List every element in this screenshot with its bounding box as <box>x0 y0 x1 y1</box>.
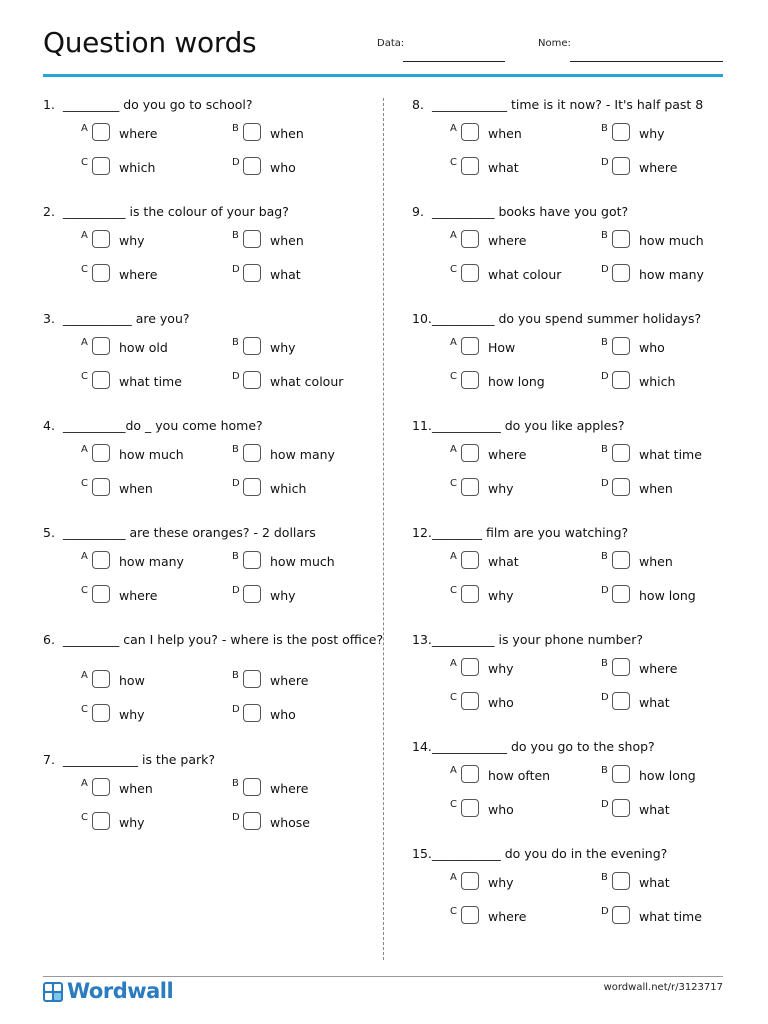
option-letter: D <box>601 585 609 596</box>
question-number: 13. <box>412 632 432 647</box>
option-checkbox[interactable] <box>92 778 110 796</box>
option-label: who <box>488 695 514 710</box>
question-item <box>412 846 742 924</box>
question-text: _________ can I help you? - where is the post office? <box>63 632 384 647</box>
option-letter: C <box>450 799 457 810</box>
option-letter: D <box>601 692 609 703</box>
option-letter: C <box>450 157 457 168</box>
option-checkbox[interactable] <box>461 230 479 248</box>
option-label: when <box>488 126 522 141</box>
option-letter: A <box>81 670 88 681</box>
question-stem <box>412 418 742 433</box>
option-checkbox[interactable] <box>612 906 630 924</box>
question-stem <box>43 525 373 540</box>
option-label: how often <box>488 768 551 783</box>
option-letter: B <box>601 444 608 455</box>
option-letter: D <box>601 371 609 382</box>
question-item <box>412 311 742 389</box>
option-letter: B <box>232 123 239 134</box>
option-checkbox[interactable] <box>243 812 261 830</box>
question-item <box>43 525 373 603</box>
option-checkbox[interactable] <box>612 658 630 676</box>
option-checkbox[interactable] <box>612 337 630 355</box>
option-checkbox[interactable] <box>612 765 630 783</box>
question-number: 1. <box>43 97 55 112</box>
question-stem <box>412 97 742 112</box>
option-letter: D <box>232 704 240 715</box>
question-item <box>43 311 373 389</box>
option-label: how many <box>639 267 704 282</box>
question-number: 11. <box>412 418 432 433</box>
option-letter: C <box>81 812 88 823</box>
option-label: what <box>488 160 519 175</box>
name-field-line[interactable] <box>570 61 723 62</box>
option-letter: D <box>232 264 240 275</box>
option-letter: B <box>232 337 239 348</box>
option-label: which <box>270 481 307 496</box>
question-number: 3. <box>43 311 55 326</box>
header-rule <box>43 74 723 77</box>
option-label: when <box>119 481 153 496</box>
question-text: ___________ do you like apples? <box>432 418 625 433</box>
page-title: Question words <box>43 26 257 59</box>
question-stem <box>412 311 742 326</box>
option-label: whose <box>270 815 310 830</box>
option-label: who <box>639 340 665 355</box>
option-letter: D <box>601 478 609 489</box>
option-letter: B <box>601 765 608 776</box>
option-label: how long <box>488 374 545 389</box>
question-number: 15. <box>412 846 432 861</box>
question-stem <box>43 204 373 219</box>
question-text: ____________ do you go to the shop? <box>432 739 655 754</box>
option-label: why <box>488 661 514 676</box>
option-checkbox[interactable] <box>92 704 110 722</box>
question-number: 14. <box>412 739 432 754</box>
date-field-line[interactable] <box>403 61 505 62</box>
option-letter: C <box>450 264 457 275</box>
option-letter: C <box>450 371 457 382</box>
option-checkbox[interactable] <box>243 157 261 175</box>
question-stem <box>412 846 742 861</box>
option-label: why <box>119 233 145 248</box>
option-checkbox[interactable] <box>461 658 479 676</box>
option-label: what <box>270 267 301 282</box>
option-checkbox[interactable] <box>243 230 261 248</box>
option-label: where <box>270 781 309 796</box>
option-checkbox[interactable] <box>243 264 261 282</box>
option-checkbox[interactable] <box>92 478 110 496</box>
question-number: 10. <box>412 311 432 326</box>
logo-text: Wordwall <box>67 979 174 1003</box>
option-checkbox[interactable] <box>92 585 110 603</box>
question-item <box>412 418 742 496</box>
option-label: why <box>119 707 145 722</box>
question-number: 2. <box>43 204 55 219</box>
option-checkbox[interactable] <box>461 478 479 496</box>
option-checkbox[interactable] <box>461 872 479 890</box>
question-stem <box>43 632 384 647</box>
option-checkbox[interactable] <box>612 123 630 141</box>
question-item <box>412 632 742 710</box>
option-letter: A <box>450 230 457 241</box>
option-letter: C <box>81 478 88 489</box>
footer-rule <box>43 976 723 977</box>
option-checkbox[interactable] <box>92 670 110 688</box>
option-checkbox[interactable] <box>92 551 110 569</box>
option-letter: C <box>450 478 457 489</box>
question-text: __________ are these oranges? - 2 dollars <box>63 525 316 540</box>
option-checkbox[interactable] <box>243 444 261 462</box>
option-label: when <box>270 233 304 248</box>
option-label: where <box>488 909 527 924</box>
question-item <box>43 418 373 496</box>
question-item <box>43 632 384 722</box>
question-text: ____________ time is it now? - It's half past 8 <box>432 97 704 112</box>
question-text: ___________ are you? <box>63 311 190 326</box>
option-checkbox[interactable] <box>92 371 110 389</box>
option-checkbox[interactable] <box>92 337 110 355</box>
option-checkbox[interactable] <box>461 551 479 569</box>
option-label: what colour <box>488 267 562 282</box>
option-letter: A <box>81 444 88 455</box>
question-item <box>412 204 742 282</box>
option-letter: A <box>450 337 457 348</box>
question-stem <box>412 204 742 219</box>
option-checkbox[interactable] <box>612 230 630 248</box>
option-label: how much <box>119 447 184 462</box>
question-text: ________ film are you watching? <box>432 525 629 540</box>
option-label: what <box>639 802 670 817</box>
option-checkbox[interactable] <box>461 799 479 817</box>
option-label: how much <box>270 554 335 569</box>
option-label: how many <box>270 447 335 462</box>
option-checkbox[interactable] <box>612 478 630 496</box>
option-label: why <box>488 875 514 890</box>
option-checkbox[interactable] <box>461 585 479 603</box>
option-letter: D <box>232 585 240 596</box>
option-label: who <box>270 160 296 175</box>
option-label: how <box>119 673 145 688</box>
option-checkbox[interactable] <box>92 812 110 830</box>
option-checkbox[interactable] <box>461 123 479 141</box>
question-stem <box>412 632 742 647</box>
question-text: ___________ do you do in the evening? <box>432 846 668 861</box>
option-checkbox[interactable] <box>461 337 479 355</box>
wordwall-logo-icon <box>43 982 63 1002</box>
question-number: 8. <box>412 97 424 112</box>
option-label: where <box>639 661 678 676</box>
question-item <box>412 739 742 817</box>
option-letter: C <box>450 585 457 596</box>
option-label: where <box>119 267 158 282</box>
option-label: why <box>488 481 514 496</box>
option-checkbox[interactable] <box>92 123 110 141</box>
question-number: 5. <box>43 525 55 540</box>
option-checkbox[interactable] <box>612 551 630 569</box>
option-label: what time <box>639 909 702 924</box>
option-letter: B <box>232 230 239 241</box>
question-item <box>43 204 373 282</box>
option-letter: A <box>81 778 88 789</box>
column-divider <box>383 98 384 960</box>
option-label: where <box>488 233 527 248</box>
question-text: __________do _ you come home? <box>63 418 263 433</box>
option-label: what time <box>639 447 702 462</box>
option-letter: D <box>232 478 240 489</box>
option-label: when <box>270 126 304 141</box>
option-checkbox[interactable] <box>612 585 630 603</box>
option-label: how much <box>639 233 704 248</box>
question-stem <box>43 752 373 767</box>
option-checkbox[interactable] <box>243 778 261 796</box>
question-text: ____________ is the park? <box>63 752 216 767</box>
option-letter: B <box>232 670 239 681</box>
question-text: __________ books have you got? <box>432 204 629 219</box>
option-checkbox[interactable] <box>92 230 110 248</box>
option-label: what colour <box>270 374 344 389</box>
footer-url: wordwall.net/r/3123717 <box>603 982 723 993</box>
option-letter: D <box>601 264 609 275</box>
option-label: when <box>639 481 673 496</box>
option-letter: C <box>81 264 88 275</box>
option-letter: C <box>81 157 88 168</box>
option-letter: B <box>232 444 239 455</box>
option-letter: A <box>450 872 457 883</box>
option-label: why <box>488 588 514 603</box>
option-label: How <box>488 340 516 355</box>
option-label: when <box>639 554 673 569</box>
option-letter: B <box>601 658 608 669</box>
option-letter: C <box>81 371 88 382</box>
question-number: 7. <box>43 752 55 767</box>
option-letter: B <box>601 123 608 134</box>
question-item <box>412 525 742 603</box>
option-letter: C <box>81 704 88 715</box>
question-stem <box>412 739 742 754</box>
option-checkbox[interactable] <box>461 692 479 710</box>
option-letter: D <box>601 799 609 810</box>
question-number: 6. <box>43 632 55 647</box>
question-item <box>43 97 373 175</box>
option-label: what time <box>119 374 182 389</box>
option-letter: D <box>601 906 609 917</box>
option-label: where <box>119 588 158 603</box>
option-letter: A <box>81 551 88 562</box>
option-letter: C <box>450 906 457 917</box>
option-letter: A <box>450 123 457 134</box>
option-checkbox[interactable] <box>243 704 261 722</box>
option-letter: B <box>601 337 608 348</box>
name-label: Nome: <box>538 38 571 49</box>
option-checkbox[interactable] <box>612 692 630 710</box>
option-letter: A <box>81 230 88 241</box>
option-letter: D <box>232 157 240 168</box>
option-label: what <box>639 695 670 710</box>
option-letter: B <box>601 551 608 562</box>
question-text: __________ is the colour of your bag? <box>63 204 289 219</box>
option-label: who <box>270 707 296 722</box>
question-number: 12. <box>412 525 432 540</box>
option-label: how long <box>639 768 696 783</box>
option-label: why <box>119 815 145 830</box>
option-letter: A <box>81 123 88 134</box>
option-checkbox[interactable] <box>243 123 261 141</box>
option-letter: A <box>450 658 457 669</box>
option-checkbox[interactable] <box>243 478 261 496</box>
option-letter: B <box>601 872 608 883</box>
option-checkbox[interactable] <box>92 157 110 175</box>
option-label: which <box>119 160 156 175</box>
option-label: how old <box>119 340 168 355</box>
option-label: why <box>270 340 296 355</box>
question-item <box>412 97 742 175</box>
date-label: Data: <box>377 38 405 49</box>
option-checkbox[interactable] <box>612 371 630 389</box>
option-label: what <box>639 875 670 890</box>
option-checkbox[interactable] <box>243 670 261 688</box>
option-label: where <box>119 126 158 141</box>
option-checkbox[interactable] <box>612 157 630 175</box>
option-checkbox[interactable] <box>612 872 630 890</box>
question-stem <box>43 311 373 326</box>
option-checkbox[interactable] <box>243 551 261 569</box>
option-label: what <box>488 554 519 569</box>
option-label: who <box>488 802 514 817</box>
option-checkbox[interactable] <box>92 444 110 462</box>
option-checkbox[interactable] <box>612 264 630 282</box>
option-letter: A <box>81 337 88 348</box>
option-letter: C <box>81 585 88 596</box>
option-checkbox[interactable] <box>461 765 479 783</box>
option-letter: D <box>601 157 609 168</box>
option-letter: B <box>232 551 239 562</box>
option-label: where <box>270 673 309 688</box>
option-checkbox[interactable] <box>461 371 479 389</box>
option-label: which <box>639 374 676 389</box>
option-letter: D <box>232 371 240 382</box>
option-letter: A <box>450 765 457 776</box>
option-checkbox[interactable] <box>243 337 261 355</box>
question-text: __________ do you spend summer holidays? <box>432 311 702 326</box>
question-item <box>43 752 373 830</box>
option-letter: A <box>450 551 457 562</box>
option-label: why <box>639 126 665 141</box>
option-letter: A <box>450 444 457 455</box>
option-checkbox[interactable] <box>612 799 630 817</box>
question-text: __________ is your phone number? <box>432 632 644 647</box>
option-checkbox[interactable] <box>461 264 479 282</box>
option-checkbox[interactable] <box>243 371 261 389</box>
option-label: why <box>270 588 296 603</box>
question-stem <box>412 525 742 540</box>
option-letter: B <box>232 778 239 789</box>
option-checkbox[interactable] <box>461 444 479 462</box>
question-text: _________ do you go to school? <box>63 97 253 112</box>
option-checkbox[interactable] <box>612 444 630 462</box>
option-checkbox[interactable] <box>243 585 261 603</box>
option-checkbox[interactable] <box>92 264 110 282</box>
option-letter: B <box>601 230 608 241</box>
question-number: 9. <box>412 204 424 219</box>
question-stem <box>43 418 373 433</box>
option-label: how many <box>119 554 184 569</box>
option-label: when <box>119 781 153 796</box>
option-checkbox[interactable] <box>461 906 479 924</box>
question-stem <box>43 97 373 112</box>
option-checkbox[interactable] <box>461 157 479 175</box>
option-letter: D <box>232 812 240 823</box>
question-number: 4. <box>43 418 55 433</box>
option-label: where <box>639 160 678 175</box>
option-letter: C <box>450 692 457 703</box>
option-label: how long <box>639 588 696 603</box>
option-label: where <box>488 447 527 462</box>
